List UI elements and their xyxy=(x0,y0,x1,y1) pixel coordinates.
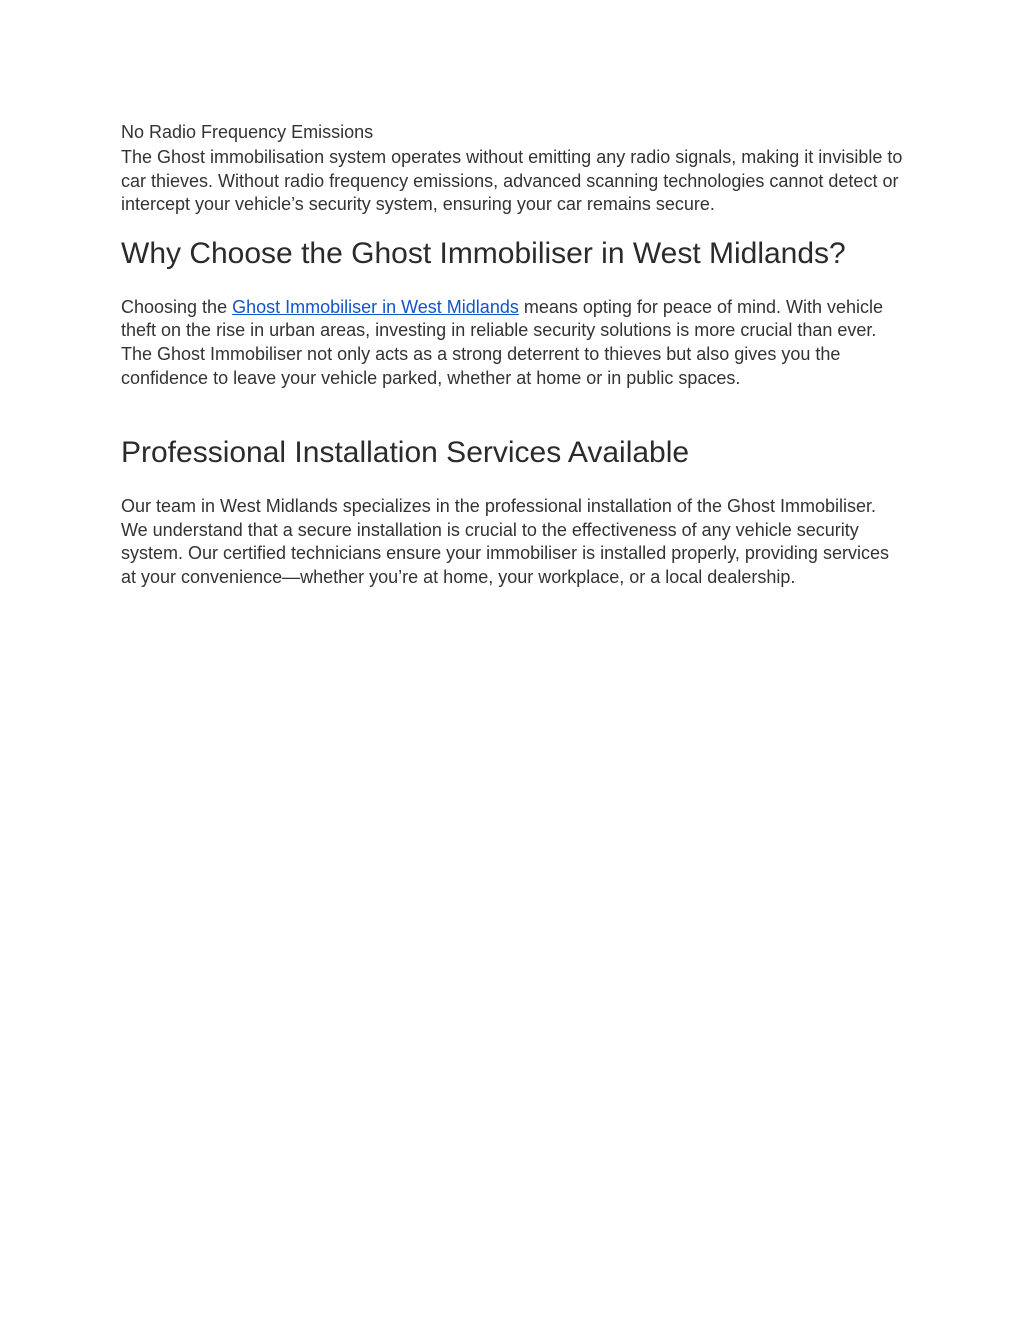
paragraph-why-text-before: Choosing the xyxy=(121,296,233,317)
heading-why-choose: Why Choose the Ghost Immobiliser in West Midlands? xyxy=(121,236,846,270)
paragraph-professional-installation: Our team in West Midlands specializes in the professional installation of the Ghost Immobiliser. We understand that a secure installation is crucial to the effectiveness of any vehicle security system. Our certified technicians ensure your immobiliser is installed properly, providing services at your convenience—whether you’re at home, your workplace, or a local dealership. xyxy=(121,496,889,587)
ghost-immobiliser-link[interactable]: Ghost Immobiliser in West Midlands xyxy=(232,296,519,317)
paragraph-radio-emissions: The Ghost immobilisation system operates without emitting any radio signals, making it invisible to car thieves. Without radio frequency emissions, advanced scanning technologies cannot detect or intercept your vehicle’s security system, ensuring your car remains secure. xyxy=(121,147,903,215)
section-subheading-radio: No Radio Frequency Emissions xyxy=(121,122,374,142)
paragraph-why-text-after: means opting for peace of mind. With vehicle theft on the rise in urban areas, investing in reliable security solutions is more crucial than ever. The Ghost Immobiliser not only acts as a strong deterrent to thieves but also gives you the confidence to leave your vehicle parked, whether at home or in public spaces. xyxy=(121,296,884,388)
document-page xyxy=(121,120,906,590)
heading-professional-installation: Professional Installation Services Available xyxy=(121,436,690,470)
paragraph-why-choose xyxy=(121,296,906,390)
